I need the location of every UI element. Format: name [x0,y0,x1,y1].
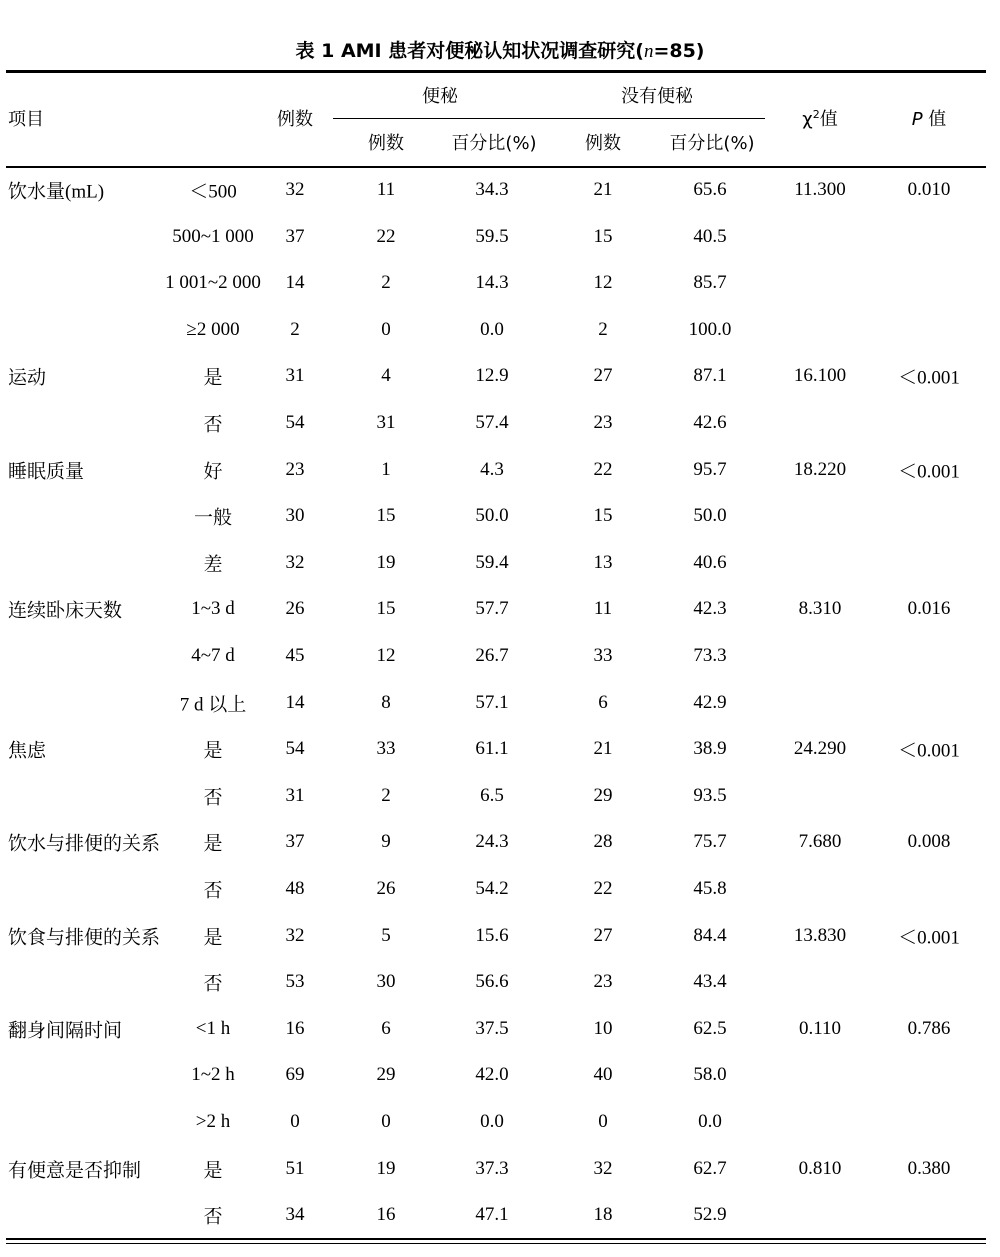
cell-item: 饮水与排便的关系 [8,833,161,855]
cell-no-constipation-pct: 40.5 [693,225,727,247]
cell-no-constipation-count: 10 [593,1017,613,1039]
cell-item: 连续卧床天数 [8,600,123,622]
cell-no-constipation-pct: 84.4 [693,924,727,946]
cell-count: 69 [285,1064,305,1086]
cell-constipation-count: 2 [381,272,391,294]
cell-no-constipation-pct: 93.5 [693,784,727,806]
cell-no-constipation-count: 0 [598,1111,608,1132]
cell-no-constipation-count: 29 [593,784,613,806]
header-chi-square [802,105,837,131]
cell-p-value: ＜0.001 [898,927,960,949]
cell-no-constipation-count: 13 [593,551,613,573]
cell-p-value: 0.010 [907,179,951,200]
cell-count: 34 [285,1204,305,1226]
cell-no-constipation-count: 23 [593,412,613,433]
cell-constipation-count: 6 [381,1017,391,1039]
cell-constipation-pct: 24.3 [475,831,509,853]
cell-no-constipation-pct: 85.7 [693,272,727,294]
cell-constipation-count: 19 [376,1157,396,1179]
cell-item: 有便意是否抑制 [8,1160,142,1182]
cell-constipation-pct: 56.6 [475,971,509,993]
cell-no-constipation-pct: 73.3 [693,645,727,666]
cell-level: 否 [203,880,223,902]
cell-constipation-pct: 37.5 [475,1017,509,1039]
header-no-constipation-count: 例数 [585,133,621,154]
cell-count: 37 [285,831,305,853]
cell-chi-square: 24.290 [793,738,847,760]
cell-constipation-pct: 6.5 [480,784,504,806]
cell-no-constipation-pct: 43.4 [693,971,727,993]
cell-no-constipation-count: 33 [593,645,613,666]
cell-count: 31 [285,784,305,806]
cell-count: 23 [285,458,305,480]
cell-constipation-pct: 47.1 [475,1204,509,1226]
cell-count: 45 [285,645,305,666]
cell-no-constipation-count: 23 [593,971,613,993]
cell-level: 4~7 d [191,645,235,666]
cell-no-constipation-pct: 87.1 [693,365,727,387]
cell-level: 是 [203,1160,223,1182]
cell-constipation-count: 31 [376,412,396,433]
cell-chi-square: 7.680 [798,831,842,853]
cell-chi-square: 18.220 [793,458,847,480]
p-symbol: P [911,109,923,130]
cell-level: 差 [203,554,223,576]
chi-superscript: 2 [812,108,820,121]
cell-p-value: 0.008 [907,831,951,853]
cell-constipation-pct: 57.4 [475,412,509,433]
cell-p-value: 0.016 [907,598,951,620]
cell-no-constipation-count: 6 [598,691,608,713]
cell-level: 是 [203,927,223,949]
cell-item: 睡眠质量 [8,461,85,483]
cell-no-constipation-pct: 40.6 [693,551,727,573]
cell-constipation-count: 26 [376,878,396,899]
cell-no-constipation-count: 27 [593,924,613,946]
cell-count: 31 [285,365,305,387]
cell-constipation-count: 30 [376,971,396,993]
cell-item: 饮食与排便的关系 [8,927,161,949]
cell-constipation-count: 11 [376,179,396,200]
header-constipation-pct: 百分比(%) [451,133,537,154]
cell-no-constipation-pct: 62.5 [693,1017,727,1039]
cell-no-constipation-pct: 50.0 [693,505,727,527]
cell-no-constipation-count: 32 [593,1157,613,1179]
title-n-variable: n [643,41,654,62]
cell-count: 37 [285,225,305,247]
cell-constipation-pct: 34.3 [475,179,509,200]
cell-count: 30 [285,505,305,527]
cell-no-constipation-count: 28 [593,831,613,853]
cell-no-constipation-pct: 75.7 [693,831,727,853]
cell-no-constipation-pct: 42.9 [693,691,727,713]
cell-no-constipation-pct: 42.3 [693,598,727,620]
cell-no-constipation-pct: 95.7 [693,458,727,480]
cell-count: 14 [285,272,305,294]
cell-constipation-pct: 26.7 [475,645,509,666]
cell-constipation-count: 5 [381,924,391,946]
cell-no-constipation-count: 21 [593,738,613,760]
cell-no-constipation-pct: 100.0 [688,318,732,340]
cell-no-constipation-count: 11 [593,598,613,620]
cell-count: 54 [285,412,305,433]
cell-item: 翻身间隔时间 [8,1020,123,1042]
cell-count: 32 [285,551,305,573]
cell-chi-square: 8.310 [798,598,842,620]
cell-constipation-count: 2 [381,784,391,806]
cell-constipation-pct: 54.2 [475,878,509,899]
cell-constipation-count: 16 [376,1204,396,1226]
cell-chi-square: 13.830 [793,924,847,946]
cell-item: 焦虑 [8,740,47,762]
cell-constipation-count: 0 [381,1111,391,1132]
cell-p-value: ＜0.001 [898,367,960,389]
cell-count: 54 [285,738,305,760]
cell-constipation-count: 33 [376,738,396,760]
cell-item: 饮水量(mL) [8,181,105,203]
cell-level: 1 001~2 000 [165,272,261,294]
cell-constipation-pct: 50.0 [475,505,509,527]
cell-constipation-count: 15 [376,505,396,527]
cell-count: 53 [285,971,305,993]
cell-p-value: 0.786 [907,1017,951,1039]
cell-level: <1 h [195,1017,231,1039]
title-prefix: 表 1 AMI 患者对便秘认知状况调查研究( [295,40,644,62]
cell-constipation-pct: 15.6 [475,924,509,946]
cell-no-constipation-count: 21 [593,179,613,200]
cell-level: 一般 [193,507,233,529]
cell-constipation-count: 29 [376,1064,396,1086]
cell-level: ≥2 000 [186,318,240,340]
header-p-value [912,105,947,131]
cell-constipation-count: 1 [381,458,391,480]
cell-constipation-pct: 0.0 [480,1111,504,1132]
cell-level: 是 [203,740,223,762]
header-constipation-count: 例数 [368,133,404,154]
cell-count: 51 [285,1157,305,1179]
cell-constipation-pct: 57.7 [475,598,509,620]
p-suffix: 值 [922,109,947,130]
cell-p-value: ＜0.001 [898,740,960,762]
header-no-constipation-pct: 百分比(%) [669,133,755,154]
cell-level: 否 [203,787,223,809]
group-header-rule [333,118,765,119]
cell-level: 500~1 000 [172,225,254,247]
cell-constipation-count: 12 [376,645,396,666]
chi-symbol: χ [802,109,813,130]
table-top-rule [6,70,986,73]
cell-constipation-pct: 59.5 [475,225,509,247]
cell-constipation-pct: 57.1 [475,691,509,713]
title-suffix: =85) [653,40,705,62]
cell-no-constipation-pct: 62.7 [693,1157,727,1179]
cell-no-constipation-pct: 65.6 [693,179,727,200]
cell-count: 32 [285,179,305,200]
header-count: 例数 [277,109,313,130]
cell-no-constipation-count: 22 [593,458,613,480]
cell-count: 26 [285,598,305,620]
cell-constipation-count: 9 [381,831,391,853]
cell-p-value: 0.380 [907,1157,951,1179]
header-bottom-rule [6,166,986,168]
cell-constipation-pct: 4.3 [480,458,504,480]
chi-suffix: 值 [819,109,838,130]
cell-chi-square: 0.810 [798,1157,842,1179]
cell-no-constipation-pct: 38.9 [693,738,727,760]
cell-no-constipation-pct: 45.8 [693,878,727,899]
cell-constipation-count: 15 [376,598,396,620]
cell-constipation-pct: 42.0 [475,1064,509,1086]
cell-constipation-pct: 14.3 [475,272,509,294]
cell-count: 2 [290,318,300,340]
cell-constipation-pct: 37.3 [475,1157,509,1179]
cell-constipation-count: 0 [381,318,391,340]
cell-no-constipation-count: 15 [593,225,613,247]
cell-item: 运动 [8,367,47,389]
cell-no-constipation-pct: 42.6 [693,412,727,433]
cell-constipation-pct: 12.9 [475,365,509,387]
cell-constipation-pct: 0.0 [480,318,504,340]
cell-no-constipation-count: 12 [593,272,613,294]
cell-level: 是 [203,367,223,389]
cell-level: 1~3 d [191,598,235,620]
cell-constipation-count: 22 [376,225,396,247]
cell-level: 否 [203,1206,223,1228]
cell-level: 否 [203,973,223,995]
table-bottom-rule [6,1238,986,1240]
header-no-constipation: 没有便秘 [621,86,693,107]
header-constipation: 便秘 [422,86,458,107]
cell-count: 0 [290,1111,300,1132]
cell-no-constipation-count: 40 [593,1064,613,1086]
cell-level: 好 [203,461,223,483]
cell-no-constipation-count: 2 [598,318,608,340]
cell-no-constipation-count: 18 [593,1204,613,1226]
cell-count: 32 [285,924,305,946]
cell-no-constipation-pct: 58.0 [693,1064,727,1086]
cell-count: 48 [285,878,305,899]
table-title [0,36,1000,63]
cell-constipation-count: 4 [381,365,391,387]
cell-chi-square: 16.100 [793,365,847,387]
cell-level: 7 d 以上 [179,694,247,716]
cell-no-constipation-count: 22 [593,878,613,899]
cell-level: >2 h [195,1111,231,1132]
cell-no-constipation-pct: 0.0 [698,1111,722,1132]
cell-level: 1~2 h [191,1064,235,1086]
cell-constipation-count: 19 [376,551,396,573]
cell-no-constipation-count: 15 [593,505,613,527]
cell-count: 16 [285,1017,305,1039]
cell-no-constipation-count: 27 [593,365,613,387]
cell-constipation-pct: 59.4 [475,551,509,573]
cell-level: ＜500 [189,181,237,203]
cell-no-constipation-pct: 52.9 [693,1204,727,1226]
cell-constipation-count: 8 [381,691,391,713]
cell-p-value: ＜0.001 [898,461,960,483]
table-bottom-rule-thin [6,1243,986,1244]
cell-chi-square: 0.110 [798,1017,842,1039]
cell-level: 是 [203,833,223,855]
cell-chi-square: 11.300 [794,179,846,200]
header-item: 项目 [8,109,44,130]
cell-level: 否 [203,414,223,436]
cell-count: 14 [285,691,305,713]
cell-constipation-pct: 61.1 [475,738,509,760]
